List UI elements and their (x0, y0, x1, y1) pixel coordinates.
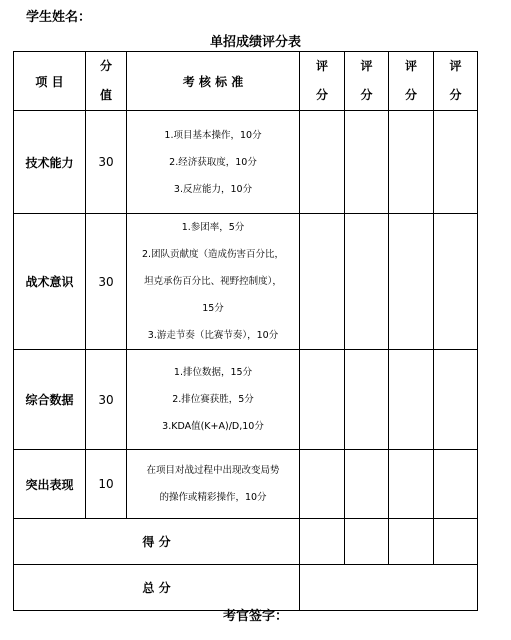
header-item-cell (14, 52, 86, 111)
rating-cell[interactable] (434, 214, 478, 350)
criteria-line: 1.参团率，5分 (181, 222, 245, 233)
score-value: 30 (98, 392, 114, 407)
table-row (14, 350, 478, 450)
criteria-cell (127, 450, 300, 519)
criteria-line: 在项目对战过程中出现改变局势 (146, 465, 280, 476)
header-rating-top: 评 (360, 59, 373, 73)
criteria-line: 2.经济获取度，10分 (169, 156, 257, 168)
item-name: 综合数据 (25, 393, 74, 407)
subtotal-rating-cell[interactable] (389, 519, 434, 565)
item-cell (14, 450, 86, 519)
rating-cell[interactable] (434, 111, 478, 214)
score-cell (86, 111, 127, 214)
rating-cell[interactable] (345, 350, 389, 450)
subtotal-rating-cell[interactable] (434, 519, 478, 565)
score-cell (86, 350, 127, 450)
subtotal-row (14, 519, 478, 565)
header-rating-cell (345, 52, 389, 111)
header-row (14, 52, 478, 111)
criteria-line: 1.项目基本操作，10分 (164, 129, 262, 141)
student-name-label: 学生姓名： (26, 10, 92, 25)
rating-cell[interactable] (434, 450, 478, 519)
criteria-cell (127, 214, 300, 350)
header-rating-cell (434, 52, 478, 111)
header-criteria: 考 核 标 准 (182, 74, 244, 89)
criteria-line: 3.KDA值(K+A)/D,10分 (162, 421, 264, 432)
item-cell (14, 350, 86, 450)
item-name: 战术意识 (25, 275, 74, 289)
criteria-line: 1.排位数据，15分 (173, 367, 253, 378)
rating-cell[interactable] (300, 350, 345, 450)
header-rating-cell (300, 52, 345, 111)
criteria-line: 的操作或精彩操作，10分 (159, 492, 267, 503)
rating-cell[interactable] (389, 111, 434, 214)
rating-cell[interactable] (389, 214, 434, 350)
rating-cell[interactable] (434, 350, 478, 450)
total-value-cell[interactable] (300, 565, 478, 611)
header-rating-bottom: 分 (315, 88, 328, 102)
rating-cell[interactable] (389, 350, 434, 450)
header-rating-bottom: 分 (360, 88, 373, 102)
document-title: 单招成绩评分表 (209, 35, 301, 50)
criteria-line: 2.排位赛获胜，5分 (172, 394, 254, 405)
criteria-line: 15分 (202, 303, 224, 314)
rating-cell[interactable] (300, 214, 345, 350)
score-value: 30 (98, 274, 114, 289)
score-value: 10 (98, 477, 114, 491)
header-score-bottom: 值 (99, 88, 112, 102)
criteria-cell (127, 111, 300, 214)
header-rating-top: 评 (449, 59, 462, 73)
item-name: 技术能力 (25, 155, 74, 170)
header-score-top: 分 (99, 59, 112, 73)
score-table (13, 51, 478, 611)
rating-cell[interactable] (345, 111, 389, 214)
criteria-line: 3.反应能力，10分 (173, 183, 253, 195)
criteria-cell (127, 350, 300, 450)
rating-cell[interactable] (300, 450, 345, 519)
score-cell (86, 450, 127, 519)
header-criteria-cell (127, 52, 300, 111)
criteria-line: 2.团队贡献度（造成伤害百分比， (141, 249, 285, 260)
rating-cell[interactable] (345, 214, 389, 350)
header-score-cell (86, 52, 127, 111)
total-label: 总 分 (142, 581, 171, 595)
total-row (14, 565, 478, 611)
item-name: 突出表现 (25, 477, 74, 492)
header-rating-bottom: 分 (404, 88, 417, 102)
score-value: 30 (98, 155, 114, 169)
table-row (14, 214, 478, 350)
subtotal-label-cell (14, 519, 300, 565)
subtotal-rating-cell[interactable] (300, 519, 345, 565)
table-row (14, 111, 478, 214)
score-cell (86, 214, 127, 350)
rating-cell[interactable] (389, 450, 434, 519)
criteria-line: 坦克承伤百分比、视野控制度）， (144, 276, 282, 287)
item-cell (14, 111, 86, 214)
rating-cell[interactable] (345, 450, 389, 519)
criteria-line: 3.游走节奏（比赛节奏），10分 (147, 330, 279, 341)
header-rating-bottom: 分 (449, 88, 462, 102)
header-rating-top: 评 (404, 59, 417, 73)
subtotal-label: 得 分 (142, 535, 171, 549)
examiner-signature-label: 考官签字： (222, 609, 288, 624)
header-rating-top: 评 (315, 59, 328, 73)
header-rating-cell (389, 52, 434, 111)
table-row (14, 450, 478, 519)
rating-cell[interactable] (300, 111, 345, 214)
total-label-cell (14, 565, 300, 611)
subtotal-rating-cell[interactable] (345, 519, 389, 565)
item-cell (14, 214, 86, 350)
header-item: 项 目 (35, 74, 64, 89)
